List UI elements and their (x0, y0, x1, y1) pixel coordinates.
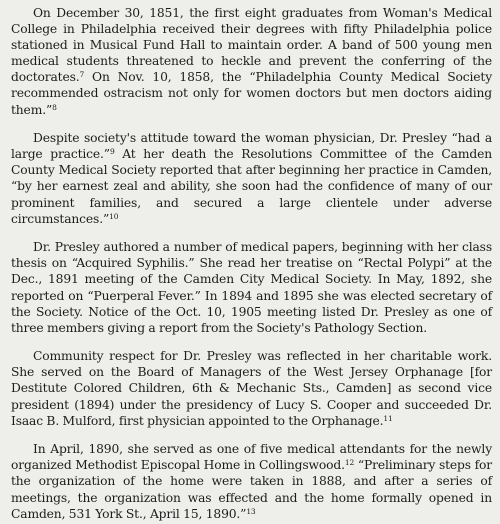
paragraph-text: On Nov. 10, 1858, the “Philadelphia County Medical Society recommended ostracism not only for women doctors but men doctors aiding them.” (11, 70, 492, 117)
footnote-ref-8: 8 (52, 102, 57, 112)
paragraph-3 (11, 239, 492, 336)
paragraph-text: Community respect for Dr. Presley was reflected in her charitable work. She served on the Board of Managers of the West Jersey Orphanage [for Destitute Colored Children, 6th & Mechanic Sts., Camden] as second vice president (1894) under the presidency of Lucy S. Cooper and succeeded Dr. Isaac B. Mulford, first physician appointed to the Orphanage. (11, 349, 492, 428)
footnote-ref-11: 11 (383, 413, 393, 423)
paragraph-text: In April, 1890, she served as one of five medical attendants for the newly organized Methodist Episcopal Home in Collingswood. (11, 442, 492, 473)
paragraph-1 (11, 5, 492, 118)
paragraph-5 (11, 441, 492, 521)
paragraph-text: “Preliminary steps for the organization of the home were taken in 1888, and after a series of meetings, the organization was effected and the home formally opened in Camden, 531 York St., April 15, 1890.” (11, 458, 492, 521)
footnote-ref-10: 10 (109, 211, 119, 221)
footnote-ref-7: 7 (79, 70, 85, 80)
paragraph-2 (11, 130, 492, 227)
paragraph-text: Dr. Presley authored a number of medical papers, beginning with her class thesis on “Acquired Syphilis.” She read her treatise on “Rectal Polypi” at the Dec., 1891 meeting of the Camden City Medical Society. In May, 1892, she reported on “Puerperal Fever.” In 1894 and 1895 she was elected secretary of the Society. Notice of the Oct. 10, 1905 meeting listed Dr. Presley as one of three members giving a report from the Society's Pathology Section. (11, 240, 492, 335)
paragraph-text: Despite society's attitude toward the woman physician, Dr. Presley “had a large practice.” (11, 131, 492, 162)
paragraph-text: At her death the Resolutions Committee of the Camden County Medical Society reported that after beginning her practice in Camden, “by her earnest zeal and ability, she soon had the confidence of many of our prominent families, and secured a large clientele under adverse circumstances.” (11, 147, 492, 226)
footnote-ref-9: 9 (109, 147, 115, 157)
paragraph-text: On December 30, 1851, the first eight graduates from Woman's Medical College in Philadelphia received their degrees with fifty Philadelphia police stationed in Musical Fund Hall to maintain order. A band of 500 young men medical students threatened to heckle and prevent the conferring of the doctorates. (11, 6, 492, 85)
paragraph-4 (11, 348, 492, 428)
footnote-ref-13: 13 (246, 506, 256, 516)
footnote-ref-12: 12 (344, 458, 355, 468)
